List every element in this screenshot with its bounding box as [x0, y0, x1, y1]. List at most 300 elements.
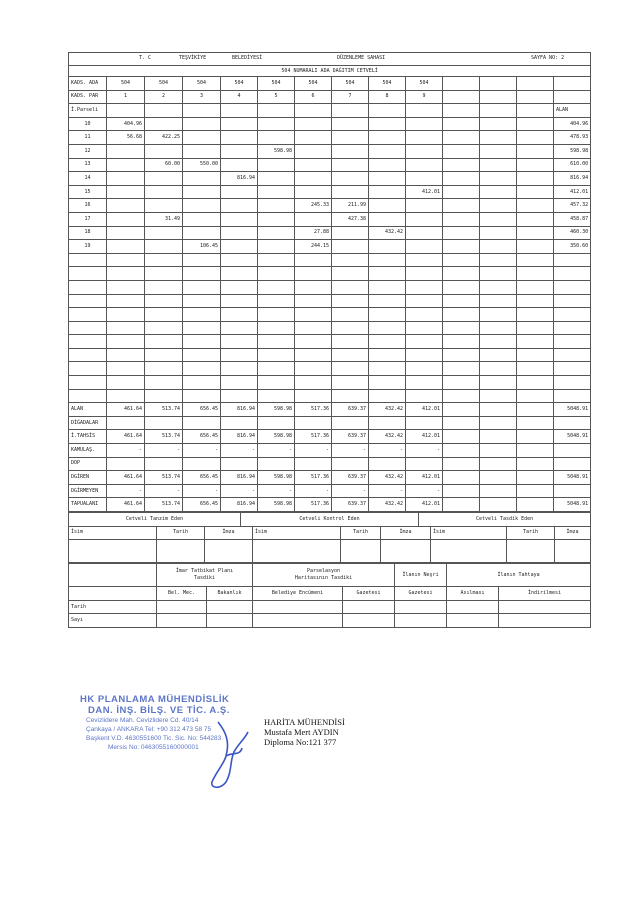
value-cell [258, 240, 295, 254]
empty-cell [145, 321, 183, 335]
empty-cell [480, 131, 517, 145]
empty-cell [183, 267, 221, 281]
empty-cell [480, 104, 517, 118]
empty-cell [517, 240, 554, 254]
empty-cell [145, 335, 183, 349]
empty-cell [554, 362, 591, 376]
value-cell [145, 240, 183, 254]
summary-cell [183, 457, 221, 471]
value-cell [107, 226, 145, 240]
summary-row [69, 444, 591, 458]
empty-cell [69, 348, 107, 362]
empty-cell [107, 280, 145, 294]
value-cell [107, 212, 145, 226]
summary-cell [295, 416, 332, 430]
empty-cell [480, 267, 517, 281]
parsel-cell: 3 [183, 90, 221, 104]
row-label: İ.Parseli [69, 104, 107, 118]
alan-cell: 457.32 [554, 199, 591, 213]
empty-cell [554, 308, 591, 322]
empty-cell [443, 457, 480, 471]
empty-row [69, 294, 591, 308]
announcement-fields-row [69, 587, 591, 601]
empty-cell [443, 403, 480, 417]
announcement-table [68, 563, 591, 628]
table-row [69, 212, 591, 226]
value-cell [258, 117, 295, 131]
empty-cell [443, 90, 480, 104]
value-cell [258, 131, 295, 145]
empty-cell [443, 348, 480, 362]
empty-cell [107, 253, 145, 267]
summary-cell [221, 416, 258, 430]
summary-cell: - [295, 444, 332, 458]
value-cell [145, 117, 183, 131]
summary-row [69, 484, 591, 498]
alan-column-header: ALAN [554, 104, 591, 118]
value-cell [145, 172, 183, 186]
empty-cell [554, 335, 591, 349]
value-cell [369, 131, 406, 145]
empty-cell [406, 389, 443, 403]
engineer-title: HARİTA MÜHENDİSİ [264, 717, 345, 727]
summary-cell: - [295, 484, 332, 498]
summary-cell: 639.37 [332, 471, 369, 485]
summary-cell: 461.64 [107, 430, 145, 444]
empty-cell [554, 280, 591, 294]
empty-cell [517, 348, 554, 362]
empty-cell [145, 376, 183, 390]
empty-cell [69, 321, 107, 335]
empty-row [69, 267, 591, 281]
empty-cell [369, 104, 406, 118]
empty-row [69, 308, 591, 322]
summary-cell: 432.42 [369, 471, 406, 485]
empty-cell [295, 348, 332, 362]
summary-label: TAPUALANI [69, 498, 107, 512]
summary-cell: 461.64 [107, 403, 145, 417]
value-cell [183, 117, 221, 131]
empty-cell [517, 430, 554, 444]
empty-cell [517, 416, 554, 430]
value-cell: 432.42 [369, 226, 406, 240]
empty-cell [145, 104, 183, 118]
empty-cell [369, 335, 406, 349]
value-cell [258, 158, 295, 172]
title-row [69, 66, 591, 77]
empty-cell [221, 308, 258, 322]
empty-cell [183, 348, 221, 362]
empty-cell [258, 362, 295, 376]
value-cell [107, 199, 145, 213]
empty-cell [480, 144, 517, 158]
summary-row [69, 430, 591, 444]
empty-cell [332, 253, 369, 267]
empty-cell [480, 199, 517, 213]
parsel-cell: 4 [221, 90, 258, 104]
empty-cell [443, 362, 480, 376]
empty-cell [480, 498, 517, 512]
stamp-line4: Çankaya / ANKARA Tel: +90 312 473 58 75 [86, 726, 212, 733]
summary-cell: 656.45 [183, 471, 221, 485]
empty-cell [221, 348, 258, 362]
empty-cell [406, 104, 443, 118]
empty-cell [183, 104, 221, 118]
value-cell [183, 226, 221, 240]
empty-cell [258, 376, 295, 390]
summary-row [69, 403, 591, 417]
empty-cell [443, 212, 480, 226]
empty-cell [443, 430, 480, 444]
empty-cell [406, 308, 443, 322]
summary-cell: - [332, 444, 369, 458]
summary-total [554, 416, 591, 430]
empty-cell [517, 104, 554, 118]
ada-cell: 504 [221, 77, 258, 91]
empty-cell [258, 335, 295, 349]
value-cell [221, 199, 258, 213]
ada-cell: 504 [295, 77, 332, 91]
summary-cell: - [221, 484, 258, 498]
row-label: KADS. ADA [69, 77, 107, 91]
empty-cell [406, 348, 443, 362]
summary-cell: 517.36 [295, 403, 332, 417]
empty-cell [145, 308, 183, 322]
value-cell: 422.25 [145, 131, 183, 145]
empty-cell [517, 376, 554, 390]
empty-cell [69, 308, 107, 322]
parsel-cell: 9 [406, 90, 443, 104]
parsel-row [69, 90, 591, 104]
empty-cell [258, 280, 295, 294]
empty-cell [443, 280, 480, 294]
empty-cell [69, 389, 107, 403]
empty-row [69, 280, 591, 294]
empty-cell [183, 308, 221, 322]
imza-label: İmza [205, 526, 253, 540]
parsel-number: 16 [69, 199, 107, 213]
empty-cell [107, 376, 145, 390]
empty-cell [369, 267, 406, 281]
summary-cell: 432.42 [369, 498, 406, 512]
empty-cell [554, 348, 591, 362]
summary-cell: 517.36 [295, 498, 332, 512]
empty-cell [517, 444, 554, 458]
summary-cell: - [406, 444, 443, 458]
empty-cell [107, 389, 145, 403]
value-cell [107, 158, 145, 172]
summary-cell: 412.01 [406, 403, 443, 417]
empty-cell [406, 376, 443, 390]
summary-total [554, 484, 591, 498]
empty-cell [443, 158, 480, 172]
summary-label: İ.TAHSİS [69, 430, 107, 444]
empty-cell [554, 253, 591, 267]
empty-cell [369, 280, 406, 294]
empty-cell [480, 416, 517, 430]
value-cell [332, 158, 369, 172]
summary-total [554, 444, 591, 458]
sayi-row [69, 614, 591, 628]
empty-cell [554, 376, 591, 390]
empty-cell [443, 199, 480, 213]
empty-cell [69, 253, 107, 267]
value-cell [183, 212, 221, 226]
value-cell: 56.68 [107, 131, 145, 145]
empty-cell [332, 308, 369, 322]
empty-cell [554, 294, 591, 308]
value-cell [221, 158, 258, 172]
empty-cell [517, 144, 554, 158]
empty-cell [517, 389, 554, 403]
empty-cell [145, 267, 183, 281]
empty-cell [480, 294, 517, 308]
belediyesi-label: BELEDİYESİ [232, 55, 263, 61]
alan-cell: 598.98 [554, 144, 591, 158]
summary-cell [107, 416, 145, 430]
value-cell [258, 185, 295, 199]
summary-cell: 656.45 [183, 498, 221, 512]
summary-row [69, 498, 591, 512]
empty-cell [295, 389, 332, 403]
value-cell: 598.98 [258, 144, 295, 158]
value-cell [183, 144, 221, 158]
empty-cell [443, 226, 480, 240]
table-row [69, 226, 591, 240]
stamp-line2: DAN. İNŞ. BİLŞ. VE TİC. A.Ş. [88, 705, 230, 716]
value-cell [332, 131, 369, 145]
value-cell [332, 226, 369, 240]
empty-cell [517, 253, 554, 267]
ilan-nesri-title: İlanın Neşri [395, 564, 447, 587]
approval-fields-row [69, 526, 591, 540]
value-cell [295, 117, 332, 131]
empty-cell [517, 199, 554, 213]
distribution-sheet [68, 52, 590, 628]
empty-cell [295, 294, 332, 308]
summary-cell: 513.74 [145, 403, 183, 417]
summary-cell: 816.94 [221, 430, 258, 444]
empty-cell [332, 389, 369, 403]
value-cell [295, 144, 332, 158]
empty-cell [480, 362, 517, 376]
parsel-cell: 2 [145, 90, 183, 104]
summary-cell [406, 416, 443, 430]
summary-label: ALAN [69, 403, 107, 417]
summary-label: KAMULAŞ. [69, 444, 107, 458]
value-cell [145, 185, 183, 199]
value-cell [221, 185, 258, 199]
empty-row [69, 362, 591, 376]
empty-cell [517, 117, 554, 131]
empty-cell [443, 376, 480, 390]
parselasyon-title [253, 564, 395, 587]
encumen-label: Belediye Encümeni [253, 587, 343, 601]
summary-cell: - [145, 484, 183, 498]
empty-cell [517, 77, 554, 91]
summary-cell: 656.45 [183, 403, 221, 417]
value-cell [258, 212, 295, 226]
value-cell [332, 144, 369, 158]
empty-row [69, 348, 591, 362]
empty-cell [554, 321, 591, 335]
parsel-number: 12 [69, 144, 107, 158]
empty-cell [480, 348, 517, 362]
summary-row [69, 471, 591, 485]
empty-cell [295, 267, 332, 281]
tc-label: T. C [139, 55, 152, 61]
empty-cell [332, 362, 369, 376]
value-cell [295, 172, 332, 186]
value-cell [183, 199, 221, 213]
empty-cell [221, 294, 258, 308]
value-cell [258, 226, 295, 240]
summary-cell: - [221, 444, 258, 458]
tarih-label: Tarih [507, 526, 555, 540]
empty-cell [443, 294, 480, 308]
parselasyon-line1: Parselasyon [306, 568, 341, 575]
summary-cell: 598.98 [258, 498, 295, 512]
empty-cell [480, 240, 517, 254]
empty-cell [406, 362, 443, 376]
engineer-diploma: Diploma No:121 377 [264, 737, 337, 747]
summary-cell: 598.98 [258, 430, 295, 444]
summary-cell: 412.01 [406, 430, 443, 444]
empty-cell [183, 253, 221, 267]
value-cell [332, 240, 369, 254]
empty-cell [480, 376, 517, 390]
parsel-number: 19 [69, 240, 107, 254]
stamp-line6: Mersis No: 0463055160000001 [108, 744, 199, 751]
imar-plan-title [157, 564, 253, 587]
empty-cell [221, 280, 258, 294]
summary-cell [183, 416, 221, 430]
value-cell [369, 172, 406, 186]
summary-cell: 412.01 [406, 471, 443, 485]
empty-cell [517, 294, 554, 308]
value-cell [406, 117, 443, 131]
summary-cell: - [332, 484, 369, 498]
approval-sign-row [69, 540, 591, 563]
empty-cell [480, 172, 517, 186]
value-cell [221, 131, 258, 145]
alan-cell: 816.94 [554, 172, 591, 186]
empty-cell [517, 403, 554, 417]
summary-label: DİĞADALAR [69, 416, 107, 430]
empty-cell [258, 104, 295, 118]
summary-cell: - [107, 484, 145, 498]
parsel-number: 14 [69, 172, 107, 186]
value-cell: 27.88 [295, 226, 332, 240]
value-cell [107, 185, 145, 199]
empty-cell [443, 77, 480, 91]
summary-total: 5048.91 [554, 430, 591, 444]
empty-cell [69, 335, 107, 349]
summary-cell: 412.01 [406, 498, 443, 512]
approval-table [68, 512, 591, 563]
empty-cell [332, 267, 369, 281]
summary-cell [145, 416, 183, 430]
empty-cell [480, 403, 517, 417]
announcement-titles-row [69, 564, 591, 587]
summary-cell: 598.98 [258, 403, 295, 417]
table-row [69, 185, 591, 199]
parseli-header-row [69, 104, 591, 118]
asilmasi-label: Asılması [447, 587, 499, 601]
summary-cell [258, 416, 295, 430]
empty-cell [480, 253, 517, 267]
parsel-cell: 1 [107, 90, 145, 104]
gazetesi-label: Gazetesi [343, 587, 395, 601]
empty-cell [480, 185, 517, 199]
summary-cell: 513.74 [145, 430, 183, 444]
value-cell [183, 172, 221, 186]
table-row [69, 199, 591, 213]
empty-cell [295, 362, 332, 376]
value-cell: 404.96 [107, 117, 145, 131]
empty-cell [107, 267, 145, 281]
alan-cell: 478.93 [554, 131, 591, 145]
tanzim-title: Cetveli Tanzim Eden [69, 513, 241, 527]
alan-cell: 350.60 [554, 240, 591, 254]
empty-cell [517, 471, 554, 485]
summary-label: DGİREN [69, 471, 107, 485]
imar-plan-line1: İmar Tatbikat Planı [175, 568, 234, 575]
empty-cell [517, 498, 554, 512]
empty-cell [480, 457, 517, 471]
header-row [69, 53, 591, 66]
value-cell: 244.15 [295, 240, 332, 254]
table-row [69, 144, 591, 158]
empty-cell [480, 321, 517, 335]
summary-cell: - [183, 444, 221, 458]
empty-cell [517, 267, 554, 281]
approval-titles-row [69, 513, 591, 527]
empty-cell [480, 430, 517, 444]
signature-icon [196, 712, 256, 792]
value-cell: 816.94 [221, 172, 258, 186]
empty-cell [443, 144, 480, 158]
summary-cell: 432.42 [369, 430, 406, 444]
empty-cell [107, 294, 145, 308]
empty-cell [443, 104, 480, 118]
empty-cell [554, 267, 591, 281]
summary-cell: 432.42 [369, 403, 406, 417]
summary-cell: 513.74 [145, 498, 183, 512]
empty-cell [517, 172, 554, 186]
summary-cell: - [406, 484, 443, 498]
empty-cell [443, 484, 480, 498]
engineer-name: Mustafa Mert AYDIN [264, 727, 339, 737]
summary-total [554, 457, 591, 471]
value-cell [295, 185, 332, 199]
empty-cell [221, 104, 258, 118]
empty-cell [443, 471, 480, 485]
empty-cell [480, 471, 517, 485]
value-cell [332, 185, 369, 199]
indirilmesi-label: İndirilmesi [499, 587, 591, 601]
empty-cell [69, 376, 107, 390]
ada-cell: 504 [258, 77, 295, 91]
parsel-number: 18 [69, 226, 107, 240]
empty-cell [69, 362, 107, 376]
parsel-cell: 6 [295, 90, 332, 104]
value-cell [221, 212, 258, 226]
empty-cell [554, 90, 591, 104]
table-row [69, 131, 591, 145]
value-cell: 106.45 [183, 240, 221, 254]
summary-cell [332, 416, 369, 430]
